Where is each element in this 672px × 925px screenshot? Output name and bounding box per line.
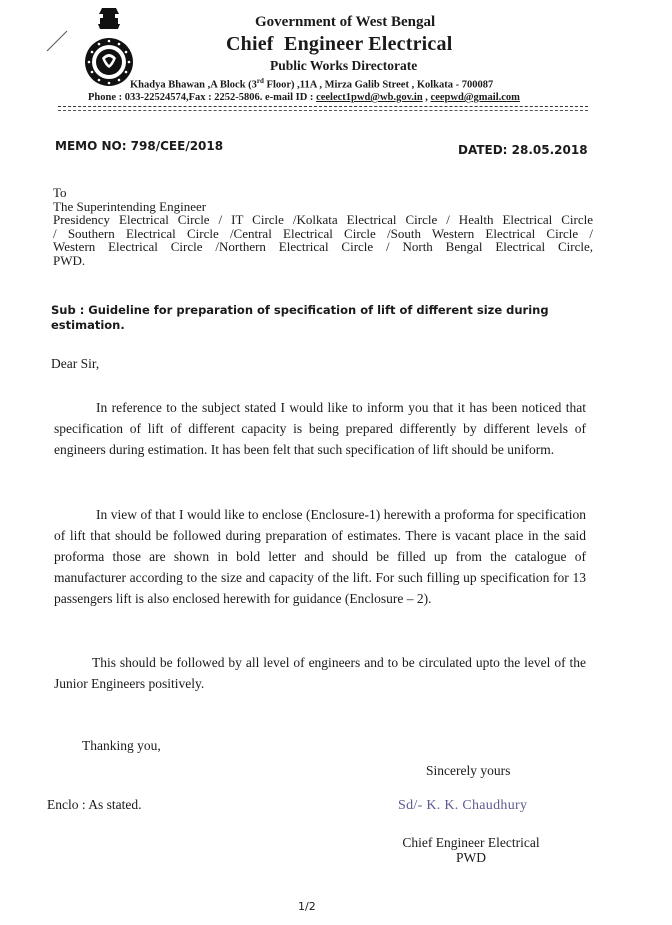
body-paragraph-1: In reference to the subject stated I would like to inform you that it has been noticed that specification of lift of different capacity is being prepared differently by different levels of engineers during estimation. It has been felt that such specification of lift should be uniform. xyxy=(54,400,586,457)
letterhead-divider-2 xyxy=(58,110,588,111)
letterhead-directorate: Public Works Directorate xyxy=(270,58,418,73)
address-part-2: Floor) ,11A , Mirza Galib Street , Kolkata - 700087 xyxy=(263,79,494,91)
memo-number: MEMO NO: 798/CEE/2018 xyxy=(55,139,224,153)
page-number: 1/2 xyxy=(298,900,316,913)
designation-line-2: PWD xyxy=(456,850,486,865)
body-paragraph-2: In view of that I would like to enclose (Enclosure-1) herewith a proforma for specification of lift that should be followed during preparation of estimates. There is vacant place in the said proforma those are shown in bold letter and should be filled up from the catalogue of manufacturer according to the size and capacity of the lift. For such filling up specification for 13 passengers lift is also enclosed herewith for guidance (Enclosure – 2). xyxy=(54,507,586,606)
addressee-block xyxy=(53,186,593,267)
letterhead-divider xyxy=(58,106,588,107)
letterhead-address xyxy=(130,77,493,91)
enclosure-note: Enclo : As stated. xyxy=(47,797,142,812)
address-superscript: rd xyxy=(256,77,264,85)
addressee-circles-line-1: Presidency Electrical Circle / IT Circle /Kolkata Electrical Circle / Health Electrical Circle xyxy=(53,212,593,227)
email-separator: , xyxy=(422,92,431,103)
addressee-to: To xyxy=(53,185,67,200)
salutation: Dear Sir, xyxy=(51,356,100,371)
subject-line: Sub : Guideline for preparation of specification of lift of different size during estimation. xyxy=(51,303,549,332)
closing-thanks: Thanking you, xyxy=(82,738,161,753)
address-part-1: Khadya Bhawan ,A Block (3 xyxy=(130,79,257,91)
closing-sincerely: Sincerely yours xyxy=(426,763,511,778)
pen-mark-icon xyxy=(44,28,70,54)
addressee-circles-line-2: / Southern Electrical Circle /Central Electrical Circle /South Western Electrical Circle / xyxy=(53,225,593,241)
letterhead-office: Chief Engineer Electrical xyxy=(226,33,453,55)
addressee-title: The Superintending Engineer xyxy=(53,198,207,214)
body-paragraph-3: This should be followed by all level of engineers and to be circulated upto the level of the Junior Engineers positively. xyxy=(54,655,586,691)
addressee-circles-line-4: PWD. xyxy=(53,252,86,268)
signatory-designation xyxy=(396,835,546,865)
memo-date: DATED: 28.05.2018 xyxy=(458,143,588,157)
email-link-1[interactable]: ceelect1pwd@wb.gov.in xyxy=(316,92,423,103)
letterhead-contact xyxy=(88,92,520,103)
email-link-2[interactable]: ceepwd@gmail.com xyxy=(430,92,520,103)
addressee-circles-line-3: Western Electrical Circle /Northern Electrical Circle / North Bengal Electrical Circle, xyxy=(53,239,593,254)
signature: Sd/- K. K. Chaudhury xyxy=(398,798,528,813)
phone-fax-text: Phone : 033-22524574,Fax : 2252-5806. e-mail ID : xyxy=(88,92,317,103)
letterhead-government: Government of West Bengal xyxy=(255,14,436,30)
designation-line-1: Chief Engineer Electrical xyxy=(402,835,540,850)
